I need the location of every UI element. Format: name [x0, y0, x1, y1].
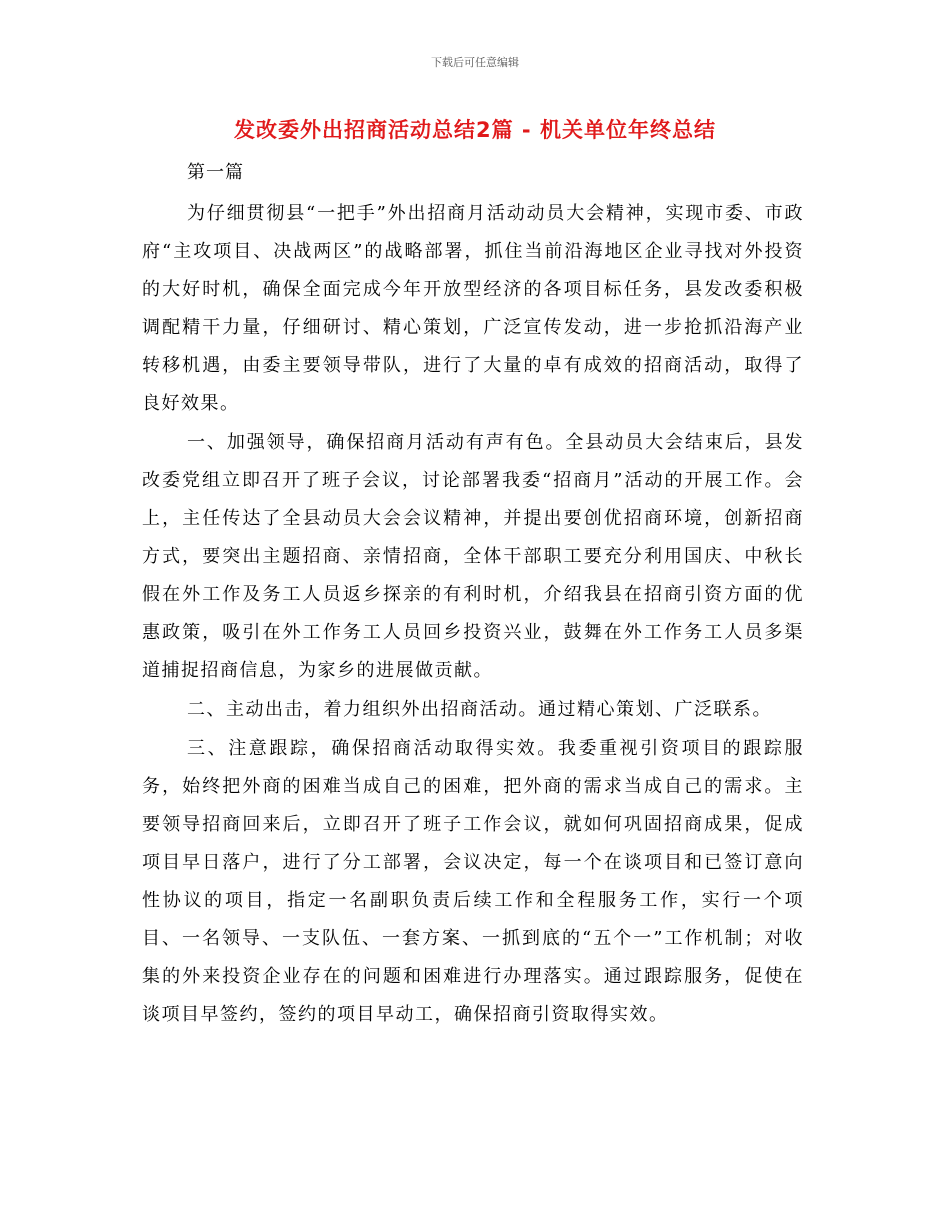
paragraph-point-1: 一、加强领导，确保招商月活动有声有色。全县动员大会结束后，县发改委党组立即召开了班子会议，讨论部署我委“招商月”活动的开展工作。会上，主任传达了全县动员大会会议精神，并提出要创优招商环境，创新招商方式，要突出主题招商、亲情招商，全体干部职工要充分利用国庆、中秋长假在外工作及务工人员返乡探亲的有利时机，介绍我县在招商引资方面的优惠政策，吸引在外工作务工人员回乡投资兴业，鼓舞在外工作务工人员多渠道捕捉招商信息，为家乡的进展做贡献。 [142, 432, 804, 681]
paragraph-point-3: 三、注意跟踪，确保招商活动取得实效。我委重视引资项目的跟踪服务，始终把外商的困难当成自己的困难，把外商的需求当成自己的需求。主要领导招商回来后，立即召开了班子工作会议，就如何巩固招商成果，促成项目早日落户，进行了分工部署，会议决定，每一个在谈项目和已签订意向性协议的项目，指定一名副职负责后续工作和全程服务工作，实行一个项目、一名领导、一支队伍、一套方案、一抓到底的“五个一”工作机制；对收集的外来投资企业存在的问题和困难进行办理落实。通过跟踪服务，促使在谈项目早签约，签约的项目早动工，确保招商引资取得实效。 [142, 738, 804, 1025]
paragraph-intro: 为仔细贯彻县“一把手”外出招商月活动动员大会精神，实现市委、市政府“主攻项目、决战两区”的战略部署，抓住当前沿海地区企业寻找对外投资的大好时机，确保全面完成今年开放型经济的各项目标任务，县发改委积极调配精干力量，仔细研讨、精心策划，广泛宣传发动，进一步抢抓沿海产业转移机遇，由委主要领导带队，进行了大量的卓有成效的招商活动，取得了良好效果。 [142, 203, 804, 414]
document-title: 发改委外出招商活动总结2篇 - 机关单位年终总结 [234, 118, 716, 142]
header-note: 下载后可任意编辑 [431, 56, 519, 69]
section-label: 第一篇 [187, 162, 244, 183]
document-body [142, 158, 804, 1034]
paragraph-point-2: 二、主动出击，着力组织外出招商活动。通过精心策划、广泛联系。 [187, 699, 772, 720]
